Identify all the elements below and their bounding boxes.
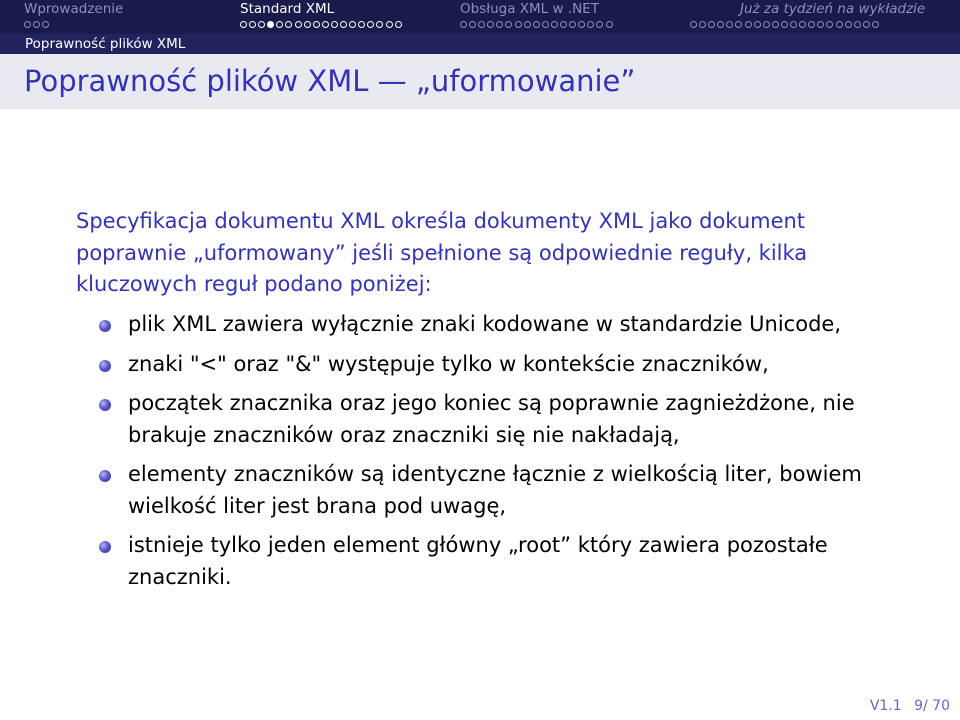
frame-dot-icon[interactable] bbox=[304, 21, 311, 28]
bullet-ball-icon bbox=[99, 541, 111, 553]
nav-section-dots bbox=[460, 19, 613, 29]
section-navigation-bar bbox=[0, 0, 960, 34]
slide-footer bbox=[870, 698, 950, 714]
frame-dot-icon[interactable] bbox=[505, 21, 512, 28]
list-item-text: znaki "<" oraz "&" występuje tylko w kontekście znaczników, bbox=[128, 351, 769, 376]
subsection-bar bbox=[0, 34, 960, 54]
frame-dot-icon[interactable] bbox=[826, 21, 833, 28]
frame-dot-icon[interactable] bbox=[295, 21, 302, 28]
frame-dot-icon[interactable] bbox=[24, 21, 31, 28]
frame-dot-icon[interactable] bbox=[817, 21, 824, 28]
frame-dot-icon[interactable] bbox=[395, 21, 402, 28]
list-item-text: istnieje tylko jeden element główny „root” który zawiera pozostałe znaczniki. bbox=[128, 533, 828, 589]
frame-dot-icon[interactable] bbox=[240, 21, 247, 28]
list-item-text: elementy znaczników są identyczne łącznie z wielkością liter, bowiem wielkość liter jest brana pod uwagę, bbox=[128, 462, 862, 518]
frame-dot-icon[interactable] bbox=[845, 21, 852, 28]
frame-dot-icon[interactable] bbox=[735, 21, 742, 28]
frame-dot-icon[interactable] bbox=[799, 21, 806, 28]
frame-dot-icon[interactable] bbox=[587, 21, 594, 28]
frame-dot-icon[interactable] bbox=[726, 21, 733, 28]
bullet-ball-icon bbox=[99, 399, 111, 411]
frame-dot-icon[interactable] bbox=[690, 21, 697, 28]
frame-dot-icon[interactable] bbox=[322, 21, 329, 28]
frame-dot-icon[interactable] bbox=[708, 21, 715, 28]
intro-paragraph: Specyfikacja dokumentu XML określa dokumenty XML jako dokument poprawnie „uformowany” jeśli spełnione są odpowiednie reguły, kilka kluczowych reguł podano poniżej: bbox=[76, 209, 808, 296]
frame-dot-icon[interactable] bbox=[717, 21, 724, 28]
frame-dot-icon[interactable] bbox=[872, 21, 879, 28]
bullet-ball-icon bbox=[99, 320, 111, 332]
frame-dot-icon[interactable] bbox=[515, 21, 522, 28]
frame-dot-icon[interactable] bbox=[754, 21, 761, 28]
frame-dot-icon[interactable] bbox=[578, 21, 585, 28]
nav-section-dots bbox=[240, 19, 402, 29]
list-item-text: początek znacznika oraz jego koniec są poprawnie zagnieżdżone, nie brakuje znaczników oraz znaczniki się nie nakładają, bbox=[128, 391, 855, 447]
frame-dot-icon[interactable] bbox=[358, 21, 365, 28]
frame-dot-icon[interactable] bbox=[533, 21, 540, 28]
frame-dot-icon[interactable] bbox=[836, 21, 843, 28]
frame-dot-icon[interactable] bbox=[469, 21, 476, 28]
frame-dot-icon[interactable] bbox=[745, 21, 752, 28]
frame-dot-icon[interactable] bbox=[790, 21, 797, 28]
nav-section-dots bbox=[24, 19, 49, 29]
frame-dot-icon[interactable] bbox=[276, 21, 283, 28]
frame-dot-icon[interactable] bbox=[551, 21, 558, 28]
frame-dot-icon[interactable] bbox=[524, 21, 531, 28]
subsection-label: Poprawność plików XML bbox=[25, 36, 186, 52]
frame-dot-icon[interactable] bbox=[267, 21, 274, 28]
frame-dot-icon[interactable] bbox=[376, 21, 383, 28]
frame-dot-icon[interactable] bbox=[340, 21, 347, 28]
list-item-text: plik XML zawiera wyłącznie znaki kodowane w standardzie Unicode, bbox=[128, 312, 842, 336]
frame-dot-icon[interactable] bbox=[560, 21, 567, 28]
bullet-ball-icon bbox=[99, 470, 111, 482]
frame-dot-icon[interactable] bbox=[763, 21, 770, 28]
nav-section-label[interactable]: Wprowadzenie bbox=[24, 1, 124, 17]
frame-dot-icon[interactable] bbox=[331, 21, 338, 28]
frame-dot-icon[interactable] bbox=[478, 21, 485, 28]
frame-dot-icon[interactable] bbox=[367, 21, 374, 28]
frame-dot-icon[interactable] bbox=[781, 21, 788, 28]
frame-dot-icon[interactable] bbox=[349, 21, 356, 28]
frame-dot-icon[interactable] bbox=[863, 21, 870, 28]
frame-dot-icon[interactable] bbox=[460, 21, 467, 28]
frame-dot-icon[interactable] bbox=[772, 21, 779, 28]
list-item bbox=[0, 530, 908, 593]
list-item bbox=[0, 349, 908, 381]
frame-dot-icon[interactable] bbox=[496, 21, 503, 28]
list-item bbox=[0, 309, 908, 341]
frame-dot-icon[interactable] bbox=[313, 21, 320, 28]
nav-section-label[interactable]: Obsługa XML w .NET bbox=[460, 1, 599, 17]
list-item bbox=[0, 388, 908, 451]
frame-title-bar bbox=[0, 54, 960, 109]
frame-dot-icon[interactable] bbox=[542, 21, 549, 28]
frame-dot-icon[interactable] bbox=[808, 21, 815, 28]
frame-dot-icon[interactable] bbox=[258, 21, 265, 28]
version-label: V1.1 bbox=[869, 698, 902, 714]
frame-dot-icon[interactable] bbox=[569, 21, 576, 28]
page-counter: 9/ 70 bbox=[914, 698, 950, 714]
frame-dot-icon[interactable] bbox=[596, 21, 603, 28]
frame-dot-icon[interactable] bbox=[854, 21, 861, 28]
frame-title: Poprawność plików XML — „uformowanie” bbox=[24, 64, 636, 98]
frame-dot-icon[interactable] bbox=[249, 21, 256, 28]
nav-section-label[interactable]: Już za tydzień na wykładzie bbox=[740, 1, 926, 17]
bullet-ball-icon bbox=[99, 360, 111, 372]
frame-dot-icon[interactable] bbox=[33, 21, 40, 28]
frame-dot-icon[interactable] bbox=[487, 21, 494, 28]
rules-list bbox=[0, 309, 960, 601]
frame-dot-icon[interactable] bbox=[42, 21, 49, 28]
frame-dot-icon[interactable] bbox=[699, 21, 706, 28]
nav-section-label[interactable]: Standard XML bbox=[240, 1, 335, 17]
frame-dot-icon[interactable] bbox=[285, 21, 292, 28]
list-item bbox=[0, 459, 908, 522]
nav-section-dots bbox=[690, 19, 879, 29]
frame-dot-icon[interactable] bbox=[386, 21, 393, 28]
frame-dot-icon[interactable] bbox=[606, 21, 613, 28]
